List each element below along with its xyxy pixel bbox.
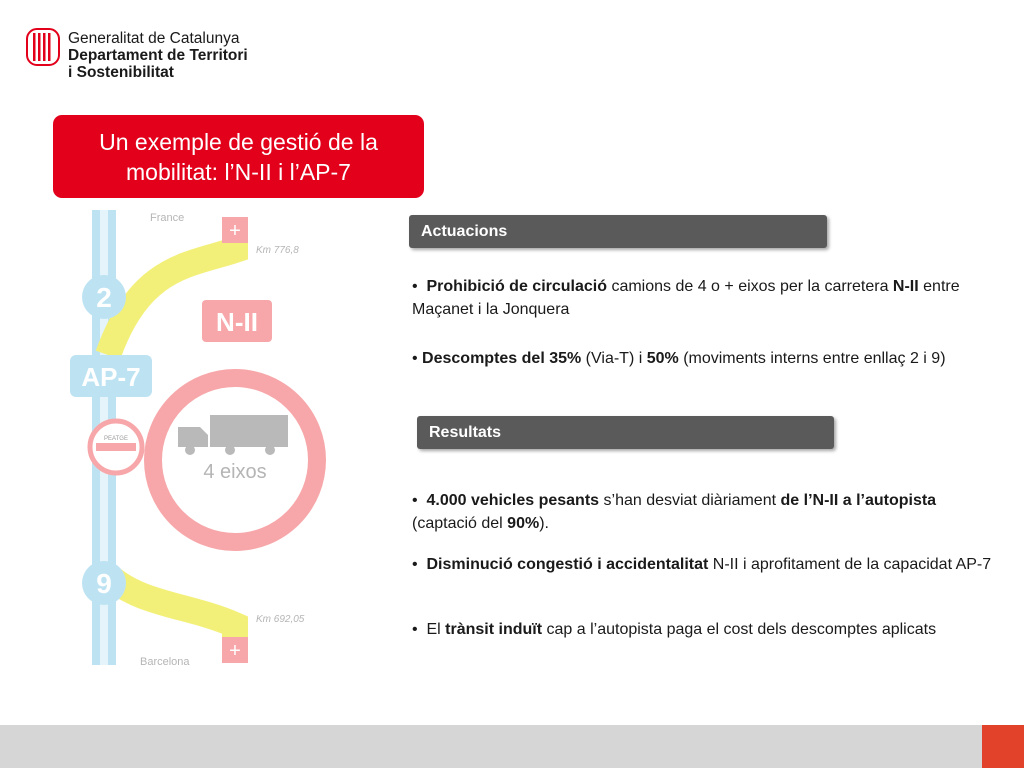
ap7-label: AP-7 [81,362,141,392]
bullet-text: cap a l’autopista paga el cost dels descomptes aplicats [542,621,937,638]
toll-label: PEATGE [104,436,128,442]
bullet-text: (Via-T) i [581,350,647,367]
bullet-text: N-II i aprofitament de la capacidat AP-7 [708,556,992,573]
slide-title [53,115,424,198]
bullet-text: (captació del [412,515,508,532]
resultats-header: Resultats [417,416,834,449]
bullet-text: s’han desviat diàriament [599,492,781,509]
organization-name [68,30,248,81]
actuacions-header: Actuacions [409,215,827,248]
bullet-text: ). [539,515,549,532]
no-trucks-sign [153,378,317,542]
exit-9-label: 9 [96,568,112,599]
generalitat-emblem-icon [26,28,60,66]
org-line-1: Generalitat de Catalunya [68,30,240,47]
org-line-3: i Sostenibilitat [68,64,174,81]
org-line-2: Departament de Territori [68,47,248,64]
title-line-1: Un exemple de gestió de la [99,128,378,155]
exit-2-label: 2 [96,282,112,313]
generalitat-logo [26,28,326,88]
bullet-bold: Prohibició de circulació [426,278,607,295]
bullet-text: El [426,621,446,638]
footer-bar [0,725,1024,768]
resultats-bullet-3: • El trànsit induït cap a l’autopista paga el cost dels descomptes aplicats [412,621,937,638]
bullet-bold: Disminució congestió i accidentalitat [426,556,709,573]
n2-road-bottom [108,575,235,655]
bullet-bold: trànsit induït [445,621,543,638]
n2-label: N-II [216,307,258,337]
route-diagram [60,205,360,675]
bullet-text: entre Maçanet i la Jonquera [412,278,960,318]
footer-accent [982,725,1024,768]
actuacions-bullet-1: • Prohibició de circulació camions de 4 o + eixos per la carretera N-II entre Maçanet i la Jonquera [412,278,960,318]
actuacions-bullet-2: • Descomptes del 35% (Via-T) i 50% (moviments interns entre enllaç 2 i 9) [412,350,946,367]
bullet-bold: N-II [892,278,919,295]
sign-axles-label: 4 eixos [203,461,267,483]
svg-text:+: + [229,220,241,242]
resultats-bullet-1: • 4.000 vehicles pesants s’han desviat diàriament de l’N-II a l’autopista (captació del 90%). [412,492,937,532]
bullet-bold: Descomptes del 35% [422,350,582,367]
km-top-label: Km 776,8 [256,245,299,256]
bullet-bold: 90% [507,515,540,532]
km-bottom-label: Km 692,05 [256,614,305,625]
title-line-2: mobilitat: l’N-II i l’AP-7 [126,158,351,185]
france-label: France [150,212,185,224]
resultats-bullet-2: • Disminució congestió i accidentalitat N-II i aprofitament de la capacidat AP-7 [412,556,992,573]
barcelona-label: Barcelona [140,656,190,668]
bullet-bold: 50% [646,350,679,367]
bullet-bold: 4.000 vehicles pesants [426,492,600,509]
bullet-bold: de l’N-II a l’autopista [780,492,937,509]
svg-text:+: + [229,640,241,662]
bullet-text: camions de 4 o + eixos per la carretera [607,278,893,295]
bullet-text: (moviments interns entre enllaç 2 i 9) [678,350,946,367]
